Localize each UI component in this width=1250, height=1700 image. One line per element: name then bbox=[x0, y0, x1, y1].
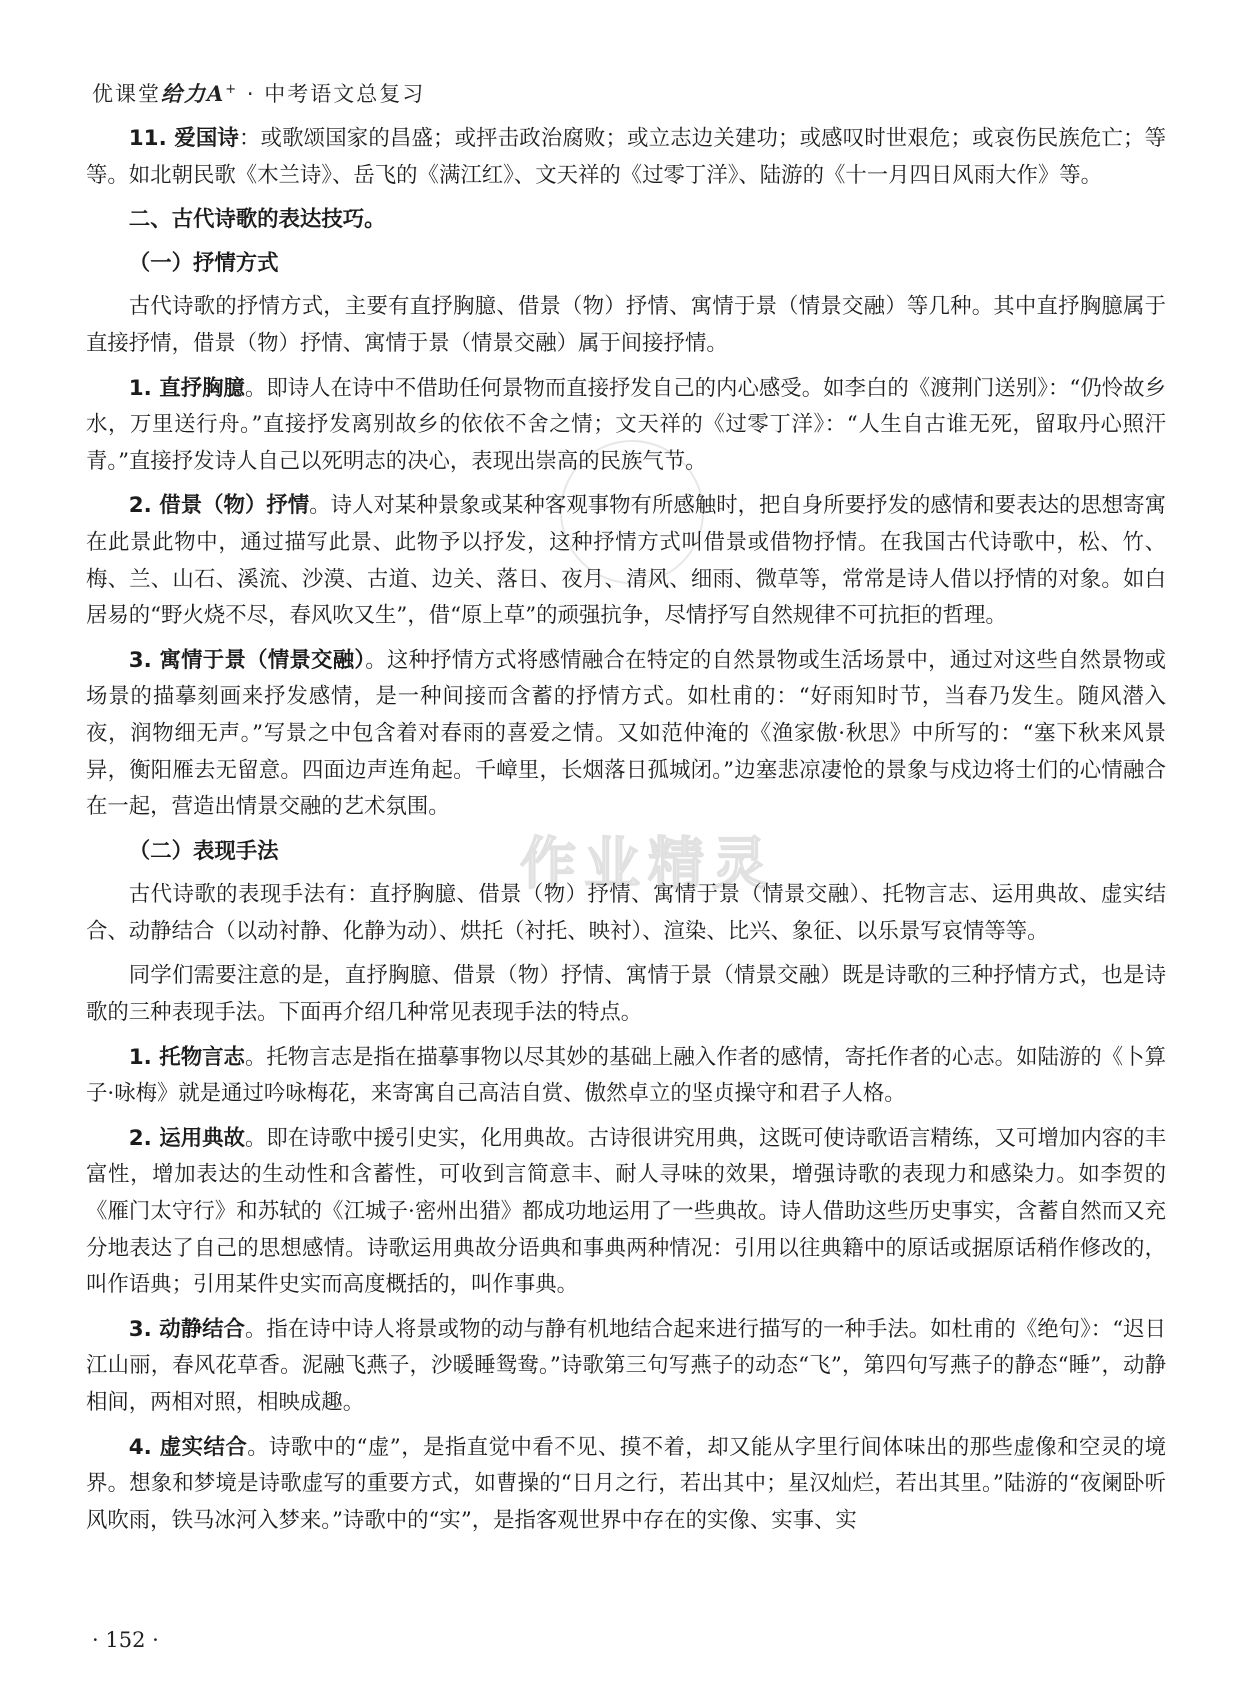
paragraph: 11. 爱国诗：或歌颂国家的昌盛；或抨击政治腐败；或立志边关建功；或感叹时世艰危；或哀伤民族危亡；等等。如北朝民歌《木兰诗》、岳飞的《满江红》、文天祥的《过零丁洋》、陆游的《十一月四日风雨大作》等。 bbox=[86, 126, 1166, 188]
paragraph: 1. 直抒胸臆。即诗人在诗中不借助任何景物而直接抒发自己的内心感受。如李白的《渡荆门送别》：“仍怜故乡水，万里送行舟。”直接抒发离别故乡的依依不舍之情；文天祥的《过零丁洋》：“人生自古谁无死，留取丹心照汗青。”直接抒发诗人自己以死明志的决心，表现出崇高的民族气节。 bbox=[86, 375, 1166, 474]
paragraph: 2. 借景（物）抒情。诗人对某种景象或某种客观事物有所感触时，把自身所要抒发的感情和要表达的思想寄寓在此景此物中，通过描写此景、此物予以抒发，这种抒情方式叫借景或借物抒情。在我国古代诗歌中，松、竹、梅、兰、山石、溪流、沙漠、古道、边关、落日、夜月、清风、细雨、微草等，常常是诗人借以抒情的对象。如白居易的“野火烧不尽，春风吹又生”，借“原上草”的顽强抗争，尽情抒写自然规律不可抗拒的哲理。 bbox=[86, 493, 1166, 629]
page-number: · 152 · bbox=[92, 1628, 159, 1652]
paragraph: 古代诗歌的抒情方式，主要有直抒胸臆、借景（物）抒情、寓情于景（情景交融）等几种。其中直抒胸臆属于直接抒情，借景（物）抒情、寓情于景（情景交融）属于间接抒情。 bbox=[86, 294, 1166, 356]
paragraph: 古代诗歌的表现手法有：直抒胸臆、借景（物）抒情、寓情于景（情景交融）、托物言志、运用典故、虚实结合、动静结合（以动衬静、化静为动）、烘托（衬托、映衬）、渲染、比兴、象征、以乐景写哀情等等。 bbox=[86, 882, 1166, 944]
header-prefix: 优课堂 bbox=[92, 82, 161, 106]
paragraph: 3. 动静结合。指在诗中诗人将景或物的动与静有机地结合起来进行描写的一种手法。如杜甫的《绝句》：“迟日江山丽，春风花草香。泥融飞燕子，沙暖睡鸳鸯。”诗歌第三句写燕子的动态“飞”，第四句写燕子的静态“睡”，动静相间，两相对照，相映成趣。 bbox=[86, 1316, 1166, 1415]
paragraph: 同学们需要注意的是，直抒胸臆、借景（物）抒情、寓情于景（情景交融）既是诗歌的三种抒情方式，也是诗歌的三种表现手法。下面再介绍几种常见表现手法的特点。 bbox=[86, 963, 1166, 1026]
paragraph: 3. 寓情于景（情景交融）。这种抒情方式将感情融合在特定的自然景物或生活场景中，通过对这些自然景物或场景的描摹刻画来抒发感情，是一种间接而含蓄的抒情方式。如杜甫的：“好雨知时节，当春乃发生。随风潜入夜，润物细无声。”写景之中包含着对春雨的喜爱之情。又如范仲淹的《渔家傲·秋思》中所写的：“塞下秋来风景异，衡阳雁去无留意。四面边声连角起。千嶂里，长烟落日孤城闭。”边塞悲凉凄怆的景象与戍边将士们的心情融合在一起，营造出情景交融的艺术氛围。 bbox=[86, 647, 1166, 820]
paragraph: 1. 托物言志。托物言志是指在描摹事物以尽其妙的基础上融入作者的感情，寄托作者的心志。如陆游的《卜算子·咏梅》就是通过吟咏梅花，来寄寓自己高洁自赏、傲然卓立的坚贞操守和君子人格。 bbox=[86, 1044, 1166, 1107]
header-plus: + bbox=[225, 82, 239, 97]
paragraph: 4. 虚实结合。诗歌中的“虚”，是指直觉中看不见、摸不着，却又能从字里行间体味出的那些虚像和空灵的境界。想象和梦境是诗歌虚写的重要方式，如曹操的“日月之行，若出其中；星汉灿烂，若出其里。”陆游的“夜阑卧听风吹雨，铁马冰河入梦来。”诗歌中的“实”，是指客观世界中存在的实像、实事、实 bbox=[86, 1434, 1166, 1533]
section-heading: 二、古代诗歌的表达技巧。 bbox=[128, 207, 386, 233]
watermark-text: 作业精灵 bbox=[520, 832, 776, 897]
header-brand: 给力A bbox=[161, 81, 226, 106]
running-header bbox=[92, 78, 425, 108]
header-title: · 中考语文总复习 bbox=[246, 82, 426, 106]
paragraph: 2. 运用典故。即在诗歌中援引史实，化用典故。古诗很讲究用典，这既可使诗歌语言精练，又可增加内容的丰富性，增加表达的生动性和含蓄性，可收到言简意丰、耐人寻味的效果，增强诗歌的表现力和感染力。如李贺的《雁门太守行》和苏轼的《江城子·密州出猎》都成功地运用了一些典故。诗人借助这些历史事实，含蓄自然而又充分地表达了自己的思想感情。诗歌运用典故分语典和事典两种情况：引用以往典籍中的原话或据原话稍作修改的，叫作语典；引用某件史实而高度概括的，叫作事典。 bbox=[86, 1125, 1166, 1298]
subsection-heading: （二）表现手法 bbox=[128, 838, 279, 864]
subsection-heading: （一）抒情方式 bbox=[128, 250, 279, 276]
page-body bbox=[86, 121, 1166, 1547]
